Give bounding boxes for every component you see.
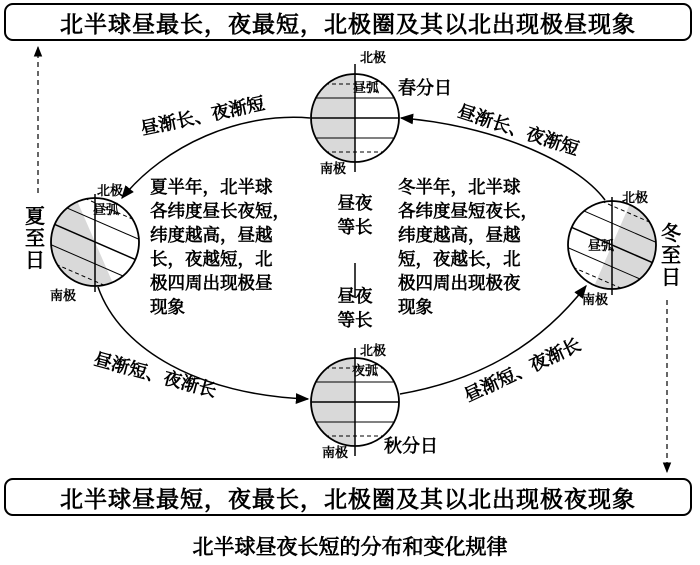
- summer-char-1: 夏: [25, 204, 45, 228]
- winter-half-line-2: 各纬度昼短夜长，: [398, 202, 538, 222]
- arrow-label-bottom-left: 昼渐短、夜渐长: [91, 349, 219, 402]
- summer-half-line-2: 各纬度昼长夜短，: [150, 202, 290, 222]
- north-pole-label-summer: 北极: [97, 184, 124, 199]
- winter-half-line-3: 纬度越高，昼越: [398, 226, 521, 246]
- equinox-equal-bottom: [334, 285, 376, 333]
- day-arc-label-summer: 昼弧: [93, 203, 120, 218]
- winter-char-1: 冬: [661, 221, 681, 245]
- north-pole-label-winter: 北极: [622, 191, 649, 206]
- winter-solstice-label: [660, 222, 682, 288]
- equinox-top-line-1: 昼夜: [337, 194, 373, 214]
- arrow-label-bottom-right: 昼渐短、夜渐长: [461, 334, 585, 407]
- equinox-top-line-2: 等长: [337, 218, 373, 238]
- winter-half-line-5: 极四周出现极夜: [398, 274, 521, 294]
- night-arc-label-autumn: 夜弧: [352, 364, 379, 379]
- arrow-label-top-left: 昼渐长、夜渐短: [139, 93, 267, 140]
- arrow-label-top-right: 昼渐长、夜渐短: [454, 101, 582, 160]
- equinox-equal-top: [334, 192, 376, 240]
- summer-char-3: 日: [25, 248, 45, 272]
- south-pole-label-summer: 南极: [50, 289, 77, 304]
- winter-half-description: [398, 176, 538, 320]
- winter-char-2: 至: [661, 243, 681, 267]
- summer-char-2: 至: [25, 226, 45, 250]
- winter-solstice-summary-text: 北半球昼最短，夜最长，北极圈及其以北出现极夜现象: [60, 485, 636, 513]
- summer-half-description: [150, 176, 290, 320]
- equinox-bottom-line-1: 昼夜: [337, 287, 373, 307]
- winter-half-line-6: 现象: [398, 298, 433, 318]
- day-arc-label-spring: 昼弧: [353, 81, 380, 96]
- spring-equinox-label: 春分日: [398, 78, 452, 99]
- south-pole-label-spring: 南极: [320, 162, 347, 177]
- north-pole-label-autumn: 北极: [360, 344, 387, 359]
- summer-half-line-5: 极四周出现极昼: [150, 274, 273, 294]
- equinox-bottom-line-2: 等长: [337, 311, 373, 331]
- winter-char-3: 日: [661, 265, 681, 289]
- figure-caption: 北半球昼夜长短的分布和变化规律: [192, 534, 508, 559]
- south-pole-label-autumn: 南极: [322, 446, 349, 461]
- winter-half-line-4: 短，夜越长，北: [398, 250, 521, 270]
- winter-half-line-1: 冬半年，北半球: [398, 178, 521, 198]
- summer-half-line-1: 夏半年，北半球: [150, 178, 273, 198]
- autumn-equinox-label: 秋分日: [384, 436, 438, 457]
- day-arc-label-winter: 昼弧: [588, 239, 615, 254]
- summer-half-line-3: 纬度越高，昼越: [150, 226, 273, 246]
- summer-half-line-4: 长，夜越短，北: [150, 250, 273, 270]
- summer-half-line-6: 现象: [150, 298, 185, 318]
- summer-solstice-summary-text: 北半球昼最长，夜最短，北极圈及其以北出现极昼现象: [60, 10, 636, 38]
- north-pole-label-spring: 北极: [360, 51, 387, 66]
- summer-solstice-label: [24, 205, 46, 271]
- south-pole-label-winter: 南极: [582, 293, 609, 308]
